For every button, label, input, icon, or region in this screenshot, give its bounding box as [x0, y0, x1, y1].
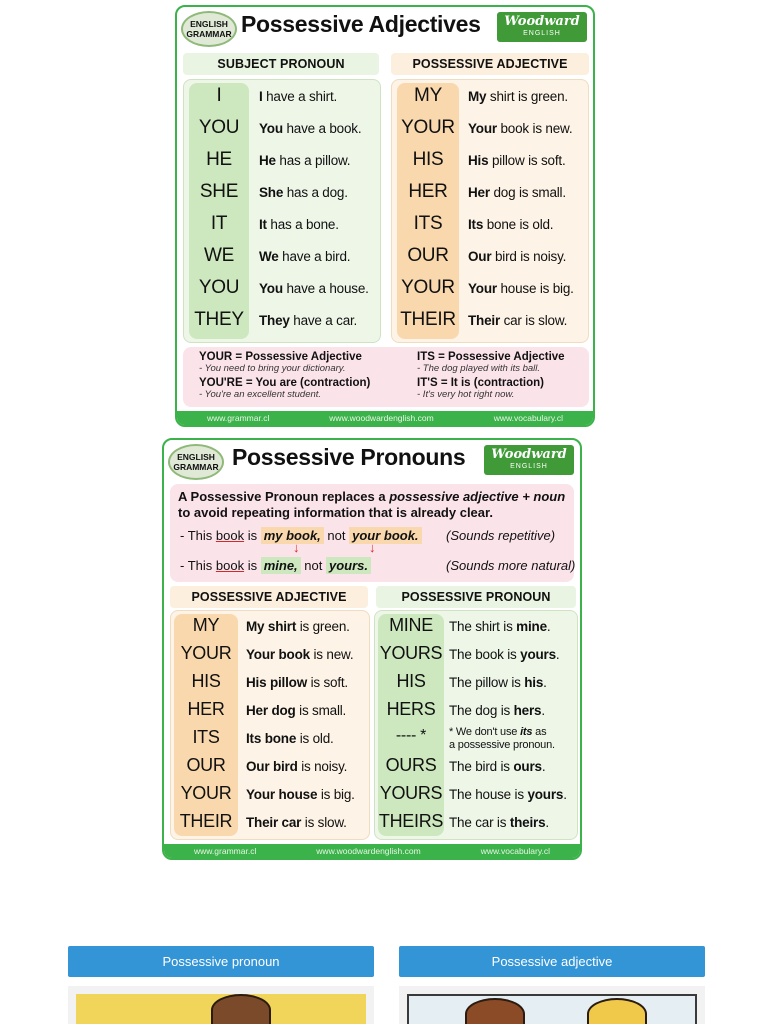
subject-pronoun: WE: [203, 245, 234, 266]
footer-link: www.vocabulary.cl: [480, 846, 550, 856]
subject-pronoun: YOU: [198, 277, 240, 298]
definition-box: [170, 484, 574, 582]
possessive-adjective: YOUR: [401, 117, 455, 138]
column-header-subject-pronoun: SUBJECT PRONOUN: [183, 53, 379, 75]
footer-link: www.grammar.cl: [193, 846, 257, 856]
arrow-down-icon: ↓: [369, 540, 376, 555]
adjective-sentence: Your house is big.: [246, 787, 355, 802]
cartoon-head-icon: [465, 998, 525, 1024]
english-grammar-badge: ENGLISH GRAMMAR: [168, 444, 224, 480]
woodward-logo: Woodward ENGLISH: [497, 12, 587, 42]
definition-line-2: to avoid repeating information that is already clear.: [178, 505, 493, 520]
possessive-adjective: HIS: [412, 149, 444, 170]
possessive-adjective: ITS: [192, 727, 220, 747]
example-repetitive: - This book is my book, not your book. (Sounds repetitive): [180, 528, 556, 543]
chart-title: Possessive Pronouns: [232, 444, 466, 470]
footer-link: www.vocabulary.cl: [493, 413, 563, 423]
adjective-sentence: Our bird is noisy.: [246, 759, 348, 774]
subject-sentence: He has a pillow.: [259, 153, 351, 168]
cartoon-scene: [407, 994, 697, 1024]
possessive-pronoun: THEIRS: [378, 811, 444, 831]
possessive-adjective: MY: [192, 615, 220, 635]
adjective-sentence: My shirt is green.: [246, 619, 350, 634]
footer-link: www.grammar.cl: [206, 413, 270, 423]
woodward-logo: Woodward ENGLISH: [484, 445, 574, 475]
subject-pronoun: SHE: [199, 181, 239, 202]
tab-possessive-pronoun[interactable]: Possessive pronoun: [68, 946, 374, 977]
arrow-down-icon: ↓: [293, 540, 300, 555]
definition-line-1: A Possessive Pronoun replaces a possessive adjective + noun: [178, 489, 566, 504]
possessive-adjective: ITS: [413, 213, 443, 234]
tab-possessive-adjective[interactable]: Possessive adjective: [399, 946, 705, 977]
possessive-pronoun: YOURS: [379, 643, 443, 663]
possessive-pronoun: ---- *: [395, 727, 427, 744]
subject-pronoun: I: [216, 85, 222, 106]
chart-footer: [177, 411, 593, 425]
possessive-pronoun: YOURS: [379, 783, 443, 803]
column-header-possessive-adjective: POSSESSIVE ADJECTIVE: [170, 586, 368, 608]
column-header-possessive-pronoun: POSSESSIVE PRONOUN: [376, 586, 576, 608]
adjective-sentence: Your book is new.: [246, 647, 354, 662]
adjective-sentence: Our bird is noisy.: [468, 249, 567, 264]
pronoun-sentence: The bird is ours.: [449, 759, 546, 774]
adjective-sentence: Your book is new.: [468, 121, 573, 136]
chart-header: [164, 440, 580, 482]
its-note: * We don't use its as: [449, 726, 547, 738]
subject-sentence: She has a dog.: [259, 185, 348, 200]
adjective-sentence: Her dog is small.: [468, 185, 566, 200]
chart-footer: [164, 844, 580, 858]
subject-pronoun: YOU: [198, 117, 240, 138]
pronoun-sentence: The car is theirs.: [449, 815, 549, 830]
adjective-sentence: My shirt is green.: [468, 89, 568, 104]
adjective-sentence: Her dog is small.: [246, 703, 347, 718]
chart-title: Possessive Adjectives: [241, 11, 481, 37]
pronoun-sentence: The house is yours.: [449, 787, 567, 802]
pronoun-sentence: The book is yours.: [449, 647, 560, 662]
cartoon-head-icon: [211, 994, 271, 1024]
possessive-adjective-illustration: [399, 986, 705, 1024]
its-note-line-2: a possessive pronoun.: [449, 739, 555, 751]
possessive-adjective: OUR: [407, 245, 449, 266]
footer-link: www.woodwardenglish.com: [329, 413, 434, 423]
subject-sentence: You have a book.: [259, 121, 362, 136]
adjective-sentence: Its bone is old.: [468, 217, 554, 232]
possessive-adjective: HIS: [191, 671, 221, 691]
cartoon-scene: [76, 994, 366, 1024]
contraction-notes: [183, 347, 589, 407]
possessive-adjective: YOUR: [401, 277, 455, 298]
example-natural: - This book is mine, not yours. (Sounds more natural): [180, 558, 576, 573]
possessive-adjectives-chart: [175, 5, 595, 427]
pronoun-sentence: The shirt is mine.: [449, 619, 551, 634]
possessive-adjective: HER: [187, 699, 225, 719]
possessive-adjective: THEIR: [179, 811, 233, 831]
possessive-adjective: YOUR: [180, 643, 232, 663]
adjective-sentence: His pillow is soft.: [246, 675, 348, 690]
adjective-sentence: Its bone is old.: [246, 731, 334, 746]
subject-pronoun: THEY: [194, 309, 244, 330]
possessive-pronouns-chart: [162, 438, 582, 860]
pronoun-sentence: The pillow is his.: [449, 675, 547, 690]
subject-sentence: They have a car.: [259, 313, 358, 328]
subject-sentence: You have a house.: [259, 281, 369, 296]
note-your: YOUR = Possessive Adjective - You need to bring your dictionary.: [199, 351, 362, 374]
subject-sentence: I have a shirt.: [259, 89, 338, 104]
possessive-adjective: THEIR: [400, 309, 456, 330]
chart-header: [177, 7, 593, 49]
subject-sentence: It has a bone.: [259, 217, 339, 232]
subject-sentence: We have a bird.: [259, 249, 351, 264]
possessive-adjective: YOUR: [180, 783, 232, 803]
pronoun-sentence: The dog is hers.: [449, 703, 545, 718]
adjective-sentence: His pillow is soft.: [468, 153, 566, 168]
possessive-pronoun: HIS: [396, 671, 426, 691]
possessive-adjective: OUR: [186, 755, 226, 775]
note-its: ITS = Possessive Adjective - The dog played with its ball.: [417, 351, 565, 374]
subject-pronoun: HE: [206, 149, 232, 170]
possessive-adjective: MY: [414, 85, 442, 106]
possessive-pronoun: MINE: [389, 615, 433, 635]
possessive-adjective: HER: [408, 181, 448, 202]
footer-link: www.woodwardenglish.com: [316, 846, 421, 856]
adjective-sentence: Their car is slow.: [246, 815, 347, 830]
column-header-possessive-adjective: POSSESSIVE ADJECTIVE: [391, 53, 589, 75]
possessive-pronoun-illustration: [68, 986, 374, 1024]
adjective-sentence: Your house is big.: [468, 281, 574, 296]
note-youre: YOU'RE = You are (contraction) - You're an excellent student.: [199, 377, 371, 400]
note-it-is: IT'S = It is (contraction) - It's very hot right now.: [417, 377, 545, 400]
possessive-pronoun: HERS: [386, 699, 436, 719]
adjective-sentence: Their car is slow.: [468, 313, 568, 328]
english-grammar-badge: ENGLISH GRAMMAR: [181, 11, 237, 47]
subject-pronoun: IT: [210, 213, 228, 234]
possessive-pronoun: OURS: [385, 755, 437, 775]
cartoon-head-icon: [587, 998, 647, 1024]
